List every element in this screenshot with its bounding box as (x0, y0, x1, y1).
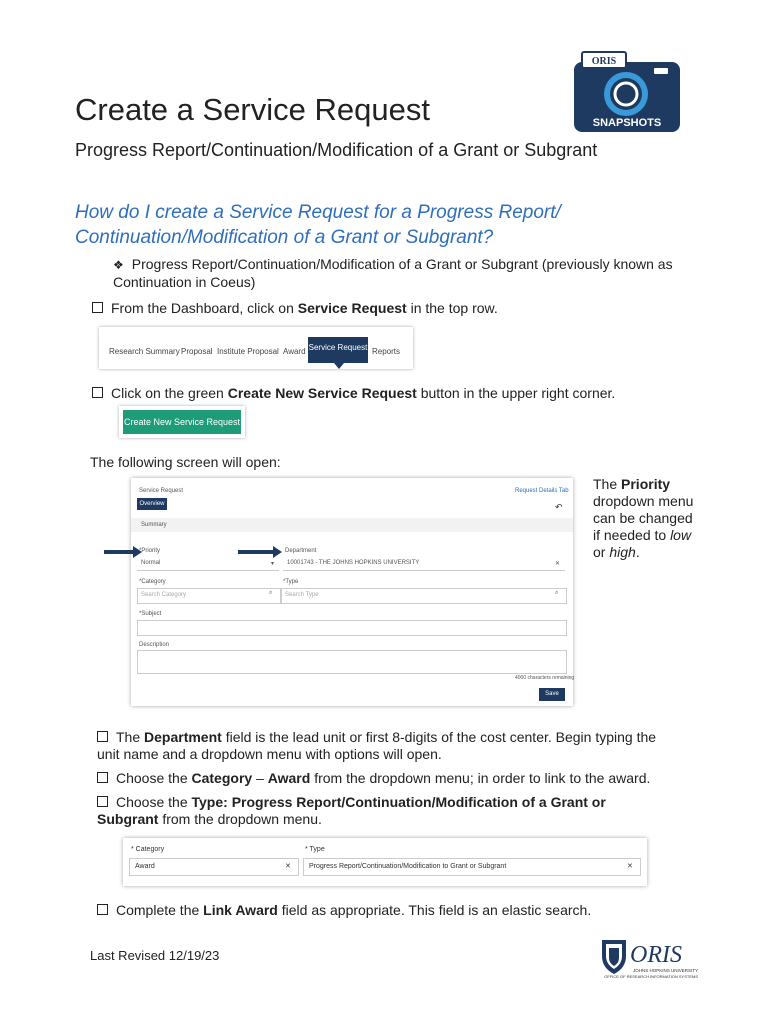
step-department: The Department field is the lead unit or first 8-digits of the cost center. Begin typing the unit name and a dropdown menu with options will open. (97, 729, 657, 762)
step-green-button: Click on the green Create New Service Request button in the upper right corner. (92, 385, 732, 402)
type-input (281, 588, 567, 604)
step-link-award: Complete the Link Award field as appropriate. This field is an elastic search. (97, 902, 697, 919)
nav-item-service-request: Service Request (308, 337, 368, 363)
last-revised: Last Revised 12/19/23 (90, 948, 220, 963)
arrow-department-icon (238, 550, 274, 554)
checkbox-icon (97, 904, 108, 915)
clear-icon: ✕ (555, 561, 561, 567)
camera-icon (574, 50, 680, 132)
form-screenshot (131, 478, 573, 706)
cat-value: Award (135, 863, 155, 870)
oris-sub2: OFFICE OF RESEARCH INFORMATION SYSTEMS (604, 974, 698, 979)
department-value: 10001743 - THE JOHNS HOPKINS UNIVERSITY (287, 560, 420, 566)
char-count: 4000 characters remaining (515, 675, 575, 681)
nav-item-research-summary: Research Summary (109, 347, 180, 356)
jhu-shield-icon (600, 936, 700, 980)
department-label: Department (285, 548, 317, 554)
description-textarea (137, 650, 567, 674)
overview-button: Overview (137, 498, 167, 510)
checkbox-icon (97, 796, 108, 807)
step-category: Choose the Category – Award from the dropdown menu; in order to link to the award. (97, 770, 697, 787)
form-top-right: Request Details Tab (515, 488, 569, 494)
summary-label: Summary (141, 522, 167, 528)
nav-item-award: Award (283, 347, 306, 356)
clear-icon: ✕ (285, 863, 291, 870)
description-label: Description (139, 642, 170, 648)
create-new-service-request-button: Create New Service Request (123, 410, 241, 434)
save-button: Save (539, 688, 565, 701)
diamond-bullet-icon: ❖ (113, 258, 124, 272)
page-title: Create a Service Request (75, 92, 430, 127)
snapshots-logo (574, 50, 680, 132)
chevron-down-icon: ▾ (271, 561, 275, 567)
search-icon: ⌕ (269, 590, 273, 596)
oris-text: ORIS (630, 942, 682, 968)
type-label: *Type (283, 579, 299, 585)
logo-top-text: ORIS (591, 56, 617, 67)
subject-label: *Subject (139, 611, 162, 617)
summary-bar (131, 518, 573, 532)
section-question: How do I create a Service Request for a Progress Report/ Continuation/Modification of a Grant or Subgrant? (75, 202, 561, 248)
form-top-left: Service Request (139, 488, 184, 494)
priority-value: Normal (141, 560, 161, 566)
checkbox-icon (97, 772, 108, 783)
priority-note: The Priority dropdown menu can be changed if needed to low or high. (593, 476, 694, 560)
nav-item-proposal: Proposal (181, 347, 213, 356)
logo-label: SNAPSHOTS (592, 117, 662, 129)
cat-label: * Category (131, 846, 165, 853)
clear-icon: ✕ (627, 863, 633, 870)
checkbox-icon (97, 731, 108, 742)
search-icon: ⌕ (555, 590, 559, 596)
checkbox-icon (92, 302, 103, 313)
back-arrow-icon: ↶ (555, 502, 563, 512)
page-subtitle: Progress Report/Continuation/Modification of a Grant or Subgrant (75, 140, 598, 160)
subject-input (137, 620, 567, 636)
type-value: Progress Report/Continuation/Modification to Grant or Subgrant (309, 863, 507, 870)
priority-label: *Priority (139, 548, 161, 554)
oris-logo (600, 936, 700, 980)
category-type-screenshot (123, 838, 647, 886)
green-button-screenshot (119, 406, 245, 438)
intro-bullet: ❖ Progress Report/Continuation/Modification of a Grant or Subgrant (previously known as Continuation in Coeus) (113, 256, 673, 290)
step-dashboard: From the Dashboard, click on Service Request in the top row. (92, 300, 692, 317)
category-placeholder: Search Category (141, 592, 187, 598)
type-label: * Type (305, 846, 325, 853)
oris-sub1: JOHNS HOPKINS UNIVERSITY (632, 968, 698, 973)
type-placeholder: Search Type (285, 592, 319, 598)
checkbox-icon (92, 387, 103, 398)
nav-screenshot (99, 327, 413, 369)
step-type: Choose the Type: Progress Report/Continuation/Modification of a Grant or Subgrant from the dropdown menu. (97, 794, 606, 827)
category-label: *Category (139, 579, 166, 585)
arrow-priority-icon (104, 550, 134, 554)
nav-item-reports: Reports (372, 347, 401, 356)
nav-item-institute-proposal: Institute Proposal (217, 347, 279, 356)
screen-intro: The following screen will open: (90, 454, 281, 470)
